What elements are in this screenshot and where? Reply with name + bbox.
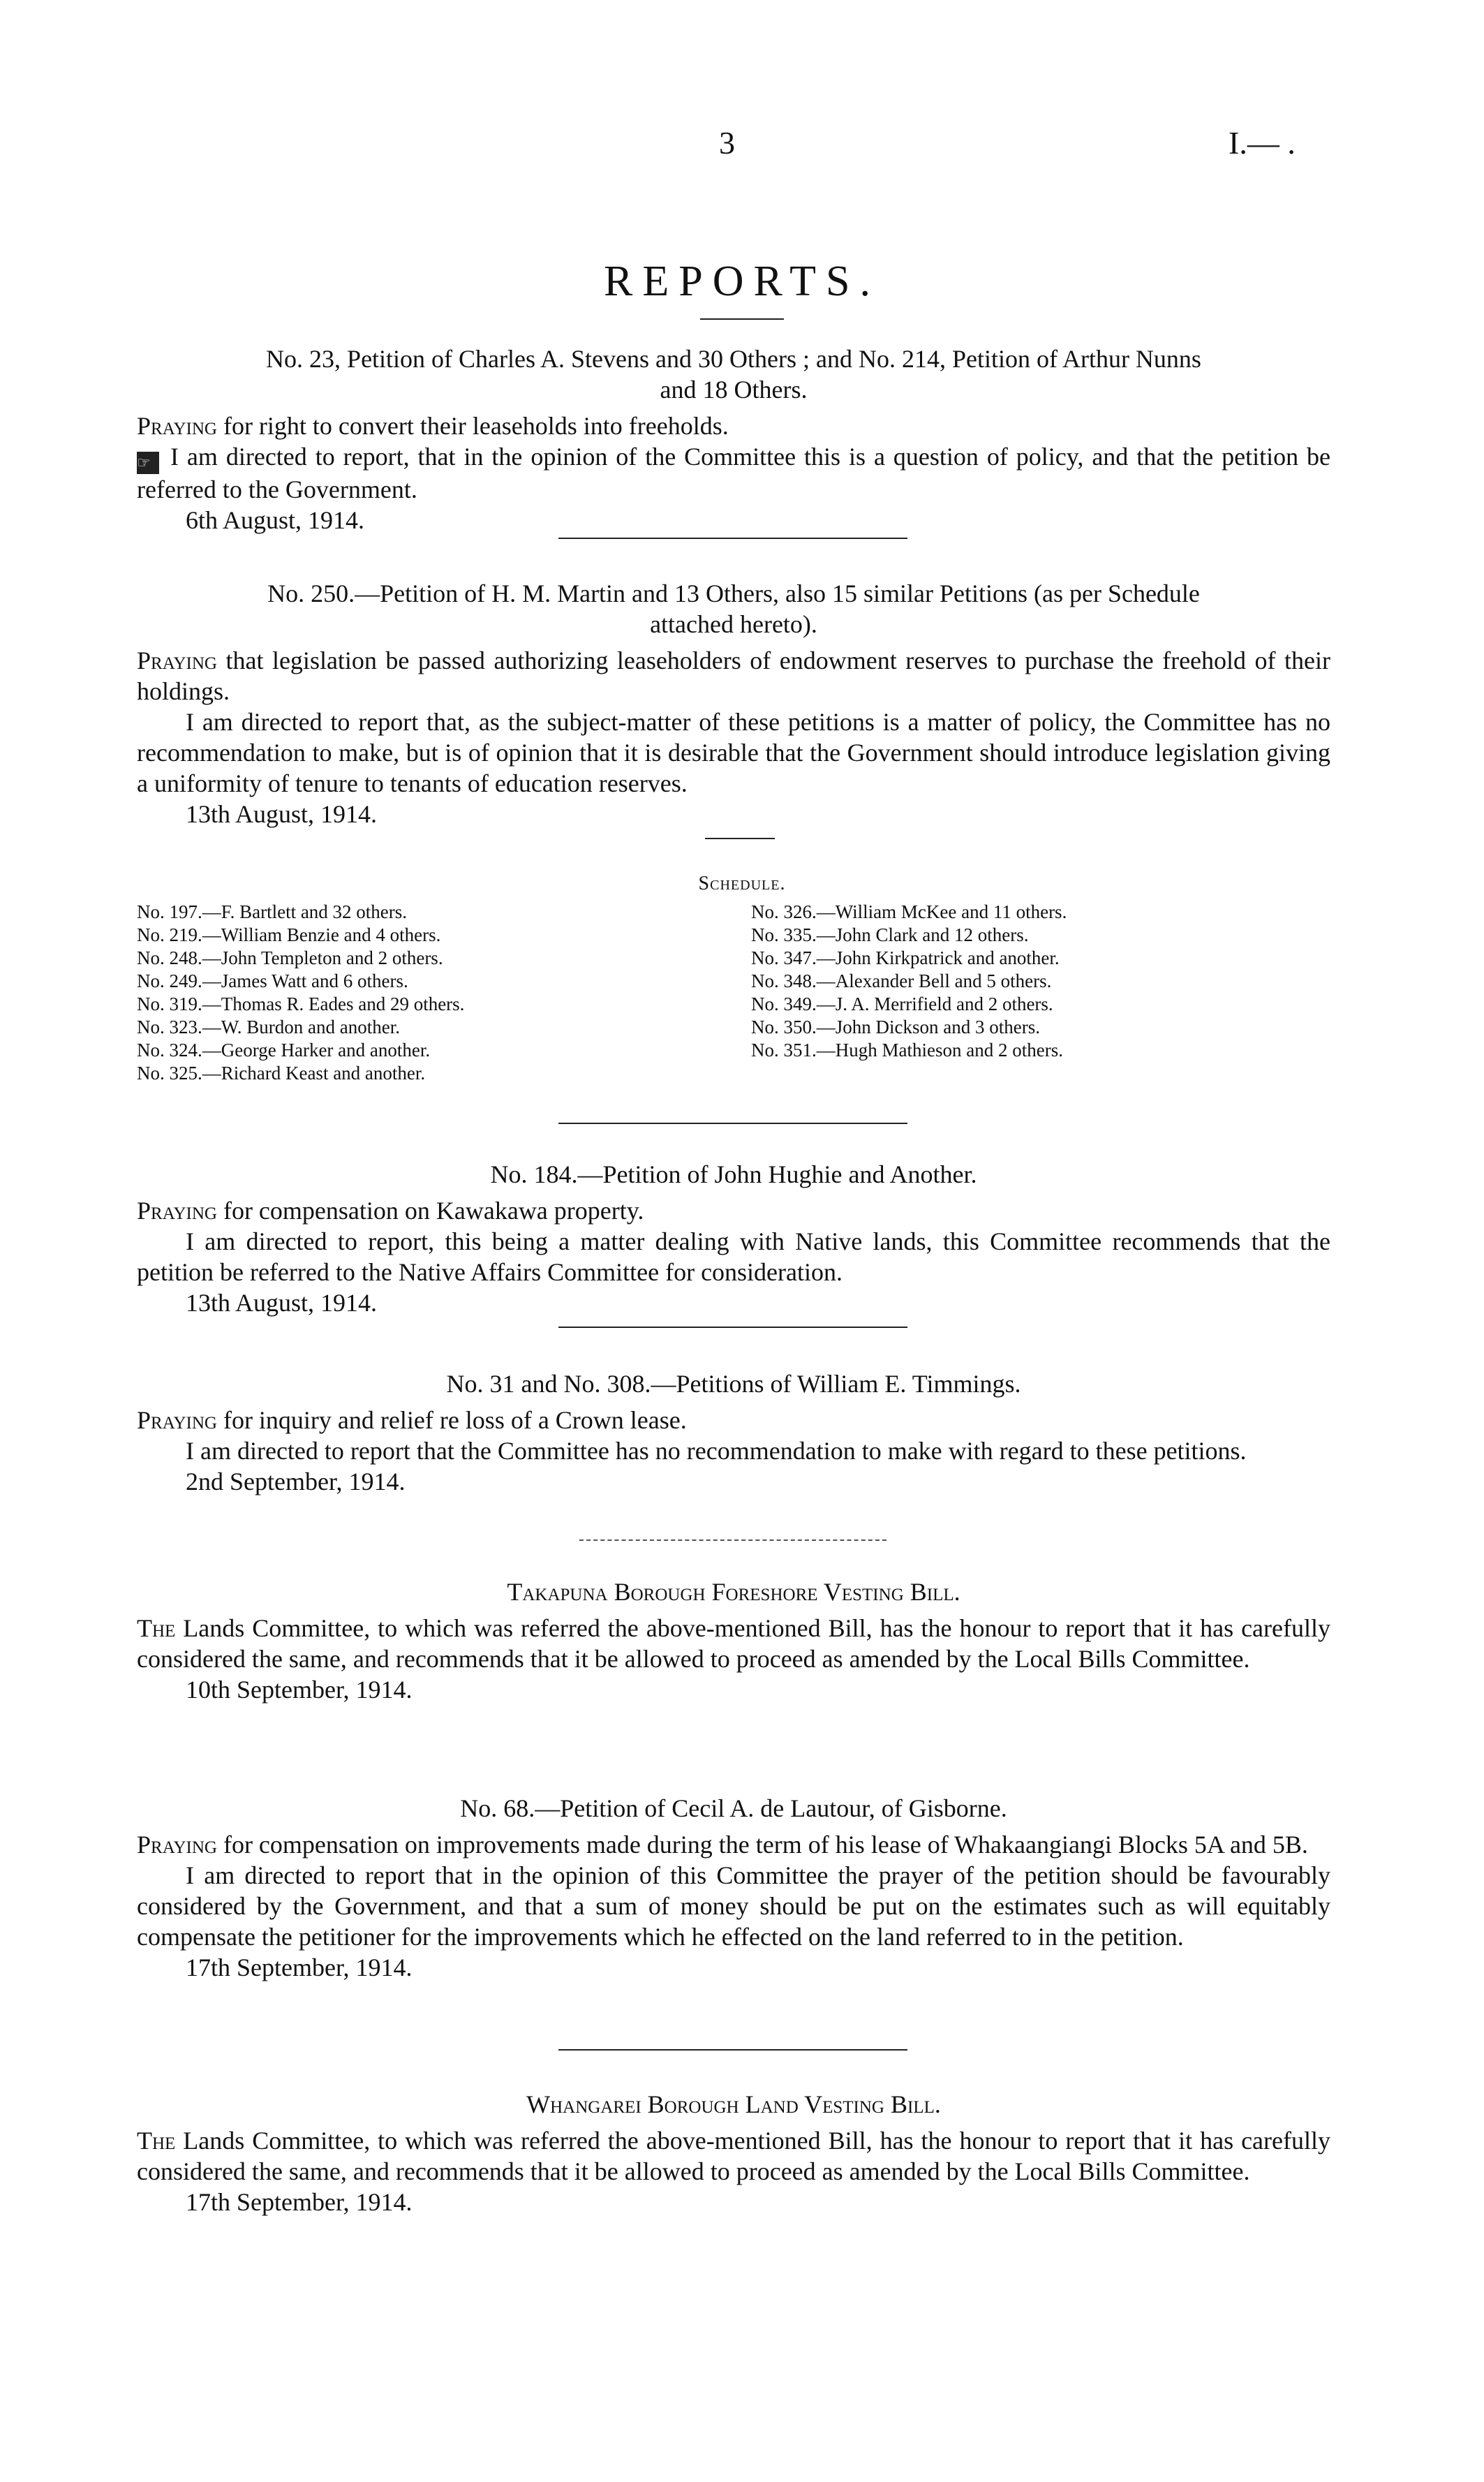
page-reference: I.— .	[1229, 125, 1296, 161]
schedule-left-column	[137, 901, 464, 1085]
report-body: Lands Committee, to which was referred the above-mentioned Bill, has the honour to report that it has carefully considered the same, and recommends that it be allowed to proceed as amended by the Local Bills Committee.	[137, 2127, 1330, 2185]
praying-lead: Praying	[137, 647, 217, 674]
section-divider	[558, 2049, 907, 2051]
schedule-entry: No. 323.—W. Burdon and another.	[137, 1017, 400, 1037]
praying-text: that legislation be passed authorizing leaseholders of endowment reserves to purchase the freehold of their holdings.	[137, 647, 1331, 705]
praying-line	[137, 411, 1330, 441]
report-text	[137, 1613, 1330, 1674]
schedule-entry: No. 325.—Richard Keast and another.	[137, 1063, 426, 1084]
schedule-entry: No. 347.—John Kirkpatrick and another.	[751, 947, 1060, 968]
page-number: 3	[719, 125, 735, 161]
report-lead: The	[137, 1614, 176, 1642]
praying-line	[137, 1195, 1330, 1226]
report-section-2	[137, 578, 1330, 829]
section-heading-cont: and 18 Others.	[660, 376, 808, 404]
schedule-entry: No. 350.—John Dickson and 3 others.	[751, 1017, 1040, 1037]
section-heading: No. 23, Petition of Charles A. Stevens and 30 Others ; and No. 214, Petition of Arthur Nunns	[266, 345, 1201, 373]
report-date: 17th September, 1914.	[186, 1953, 413, 1981]
section-heading-cont: attached hereto).	[650, 610, 817, 638]
praying-lead: Praying	[137, 412, 217, 440]
section-heading: Whangarei Borough Land Vesting Bill.	[526, 2090, 941, 2118]
schedule-entry: No. 219.—William Benzie and 4 others.	[137, 924, 441, 945]
section-heading: No. 31 and No. 308.—Petitions of William E. Timmings.	[446, 1370, 1021, 1398]
report-text: I am directed to report that in the opinion of this Committee the prayer of the petition should be favourably considered by the Government, and that a sum of money should be put on the estimates such as will equitably compensate the petitioner for the improvements which he effected on the land referred to in the petition.	[137, 1861, 1330, 1951]
report-text: I am directed to report that the Committee has no recommendation to make with regard to these petitions.	[186, 1437, 1247, 1465]
praying-text: for compensation on improvements made during the term of his lease of Whakaangiangi Blocks 5A and 5B.	[223, 1831, 1308, 1859]
section-divider	[558, 1123, 907, 1124]
section-divider	[558, 1327, 907, 1328]
schedule-entry: No. 349.—J. A. Merrifield and 2 others.	[751, 993, 1053, 1014]
report-body: I am directed to report, that in the opinion of the Committee this is a question of policy, and that the petition be referred to the Government.	[137, 443, 1330, 503]
report-date: 17th September, 1914.	[186, 2188, 413, 2216]
report-date: 6th August, 1914.	[186, 506, 365, 534]
praying-line	[137, 645, 1330, 707]
schedule-entry: No. 249.—James Watt and 6 others.	[137, 970, 408, 991]
praying-text: for inquiry and relief re loss of a Crown lease.	[223, 1406, 687, 1434]
praying-line	[137, 1829, 1330, 1860]
praying-lead: Praying	[137, 1406, 217, 1434]
schedule-entry: No. 326.—William McKee and 11 others.	[751, 901, 1067, 922]
schedule-right-column	[751, 901, 1067, 1062]
section-heading: Takapuna Borough Foreshore Vesting Bill.	[507, 1578, 960, 1606]
report-section-7	[137, 2089, 1330, 2217]
schedule-entry: No. 335.—John Clark and 12 others.	[751, 924, 1029, 945]
report-date: 13th August, 1914.	[186, 800, 378, 828]
schedule-entry: No. 351.—Hugh Mathieson and 2 others.	[751, 1040, 1063, 1061]
schedule-title: Schedule.	[698, 873, 786, 894]
praying-line	[137, 1405, 1330, 1435]
section-heading: No. 184.—Petition of John Hughie and Another.	[490, 1160, 977, 1188]
report-date: 2nd September, 1914.	[186, 1468, 406, 1495]
page-title: REPORTS.	[604, 258, 880, 305]
schedule-entry: No. 324.—George Harker and another.	[137, 1040, 431, 1061]
praying-lead: Praying	[137, 1197, 217, 1225]
report-body: Lands Committee, to which was referred the above-mentioned Bill, has the honour to report that it has carefully considered the same, and recommends that it be allowed to proceed as amended by the Local Bills Committee.	[137, 1614, 1330, 1673]
section-divider	[579, 1539, 886, 1541]
section-heading: No. 250.—Petition of H. M. Martin and 13 Others, also 15 similar Petitions (as per Schedule	[267, 579, 1200, 607]
report-section-4	[137, 1368, 1330, 1497]
title-rule	[700, 318, 784, 320]
schedule-entry: No. 248.—John Templeton and 2 others.	[137, 947, 443, 968]
section-divider	[558, 538, 907, 539]
schedule-entry: No. 197.—F. Bartlett and 32 others.	[137, 901, 408, 922]
report-date: 13th August, 1914.	[186, 1289, 378, 1317]
report-date: 10th September, 1914.	[186, 1676, 413, 1704]
section-divider	[705, 838, 775, 839]
report-text	[137, 2125, 1330, 2187]
report-lead: The	[137, 2127, 176, 2155]
report-text: I am directed to report, this being a matter dealing with Native lands, this Committee recommends that the petition be referred to the Native Affairs Committee for consideration.	[137, 1227, 1330, 1286]
schedule-entry: No. 348.—Alexander Bell and 5 others.	[751, 970, 1052, 991]
report-section-5	[137, 1576, 1330, 1705]
pointing-hand-icon: ☞	[137, 452, 159, 474]
praying-text: for right to convert their leaseholds into freeholds.	[223, 412, 729, 440]
schedule-entry: No. 319.—Thomas R. Eades and 29 others.	[137, 993, 465, 1014]
report-section-3	[137, 1159, 1330, 1318]
report-section-1	[137, 344, 1330, 535]
praying-text: for compensation on Kawakawa property.	[223, 1197, 644, 1225]
report-text	[137, 441, 1330, 505]
report-text: I am directed to report that, as the subject-matter of these petitions is a matter of policy, the Committee has no recommendation to make, but is of opinion that it is desirable that the Government should introduce legislation giving a uniformity of tenure to tenants of education reserves.	[137, 708, 1330, 797]
report-section-6	[137, 1793, 1330, 1983]
praying-lead: Praying	[137, 1831, 217, 1859]
section-heading: No. 68.—Petition of Cecil A. de Lautour, of Gisborne.	[460, 1794, 1007, 1822]
